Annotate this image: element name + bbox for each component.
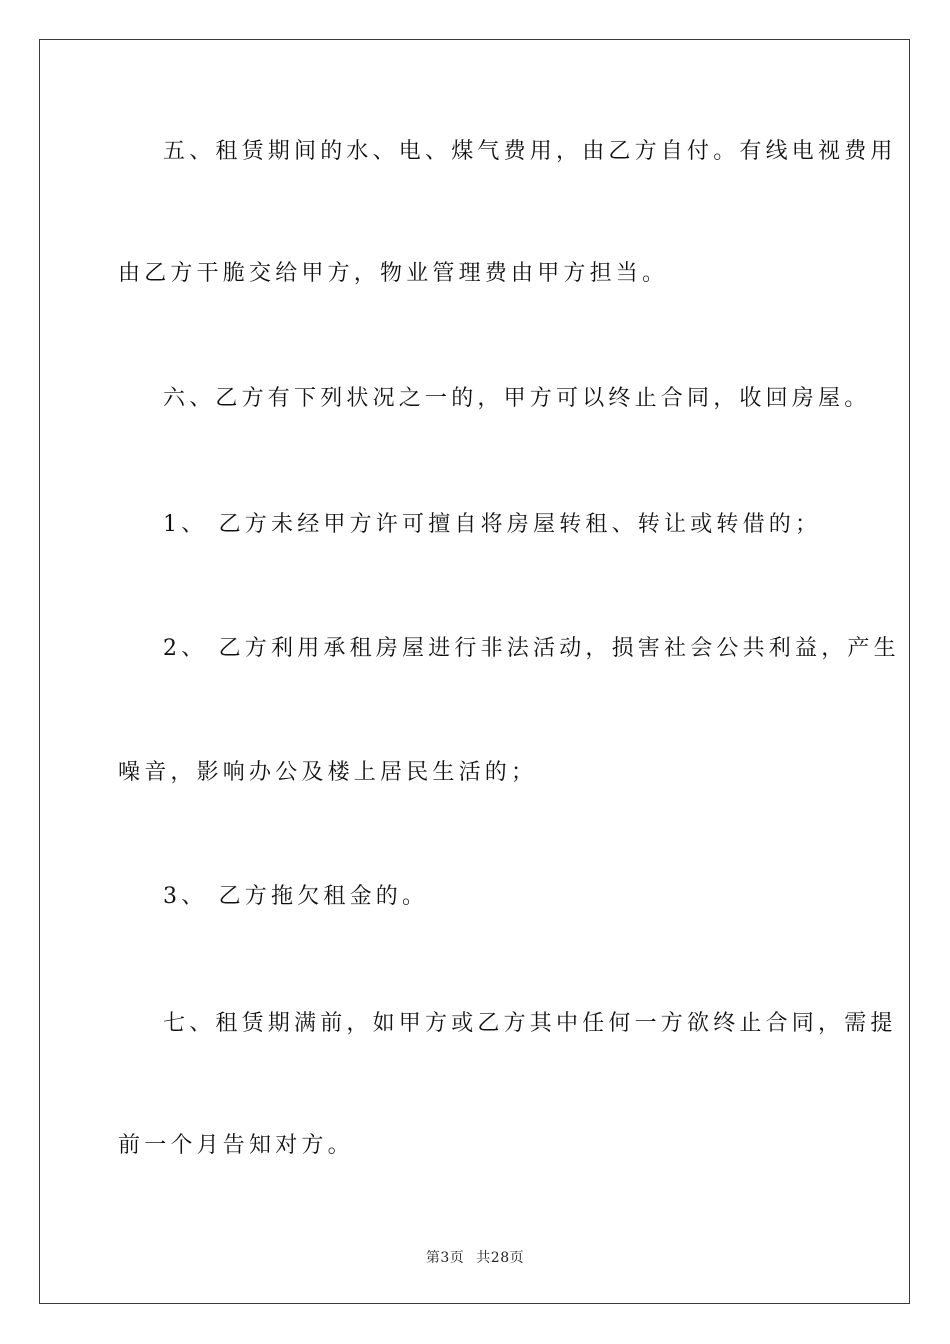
paragraph-line-9: 前一个月告知对方。	[118, 1133, 354, 1158]
page-number: 第3页	[425, 1250, 465, 1266]
paragraph-line-4: 1、 乙方未经甲方许可擅自将房屋转租、转让或转借的；	[163, 512, 822, 537]
page-border	[39, 39, 910, 1304]
paragraph-line-5: 2、 乙方利用承租房屋进行非法活动，损害社会公共利益，产生	[163, 636, 900, 661]
paragraph-line-6: 噪音，影响办公及楼上居民生活的；	[118, 760, 538, 785]
paragraph-line-8: 七、租赁期满前，如甲方或乙方其中任何一方欲终止合同，需提	[163, 1011, 897, 1036]
paragraph-line-1: 五、租赁期间的水、电、煤气费用，由乙方自付。有线电视费用	[163, 139, 897, 164]
paragraph-line-2: 由乙方干脆交给甲方，物业管理费由甲方担当。	[118, 261, 669, 286]
paragraph-line-3: 六、乙方有下列状况之一的，甲方可以终止合同，收回房屋。	[163, 386, 871, 411]
page-footer	[0, 1247, 950, 1267]
paragraph-line-7: 3、 乙方拖欠租金的。	[163, 884, 429, 909]
page-total: 共28页	[476, 1250, 525, 1266]
